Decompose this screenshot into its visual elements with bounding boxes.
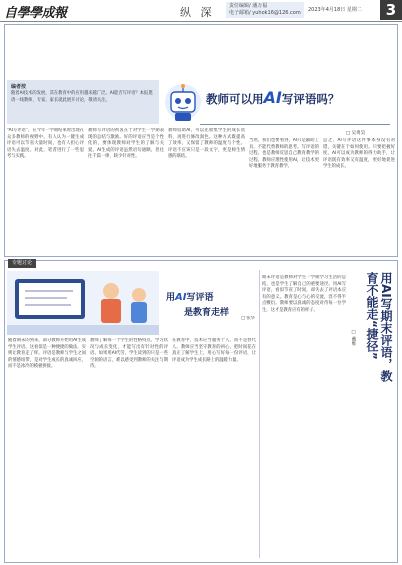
page-number: 3 [380,0,402,20]
article-1-column-5: 总之，AI写评语这件事本身没有对错，关键在于如何使用。只要把握好度，AI可以成为教师的得力助手，让评语既有效率又有温度，更好地促进学生的成长。 [323,138,395,170]
article-2-column-3: 在教育中，技术应当服务于人，而不是替代人。教师应当坚守教育的初心，把时间花在真正了解学生上，用心写好每一份评语，让评语成为学生成长路上的温暖力量。 [172,338,256,363]
headline-ai: AI [175,292,187,303]
page-header [0,0,402,22]
article-1-headline [206,88,339,107]
article-2-byline: □ 张华 [240,316,255,321]
section-tag: 专题讨论 [8,259,36,268]
issue-date: 2023年4月18日 星期二 [308,7,362,13]
article-1-column-2: 教师写评语的初衷在于对学生一学期表现的总结与激励。好的评语应当是个性化的，要体现教师对学生的了解与关爱。AI生成的评语虽然语句通顺，但往往千篇一律，缺少针对性。 [88,128,164,160]
headline-part-2: 写评语吗？ [281,92,340,106]
article-1-column-4: 当然，我们也要看到，AI只是辅助工具，不能代替教师的思考。写评语的过程，也是教师反思自己教育教学的过程。教师应理性使用AI，让技术更好地服务于教育教学。 [249,138,319,170]
opinion-headline: 用AI写期末评语，教育不能走“捷径” [365,272,393,382]
editor-info [226,2,304,18]
article-1-column-1: “AI写评语”，在今年一学期结束时出现在众多教师的视野中。有人认为一键生成评语可以节省大量时间，也有人担心评语失去温度。对此，笔者进行了一些思考与实践。 [7,128,84,160]
editor-note-text: 随着AI技术的发展，其在教育中的应用越来越广泛。AI能否写评语？本报邀请一线教师、专家、家长就此展开讨论，敬请关注。 [11,91,153,103]
editor-email: 电子邮箱/ yuhok16@126.com [229,10,301,16]
headline-ai: AI [263,88,282,107]
opinion-column-top: 期末评语是教师对学生一学期学习生活的总结，也是学生了解自己的重要途径。用AI写评语，看似节省了时间，却失去了评语本应有的意义。教育是心与心的交流，容不得半点敷衍。教师要以真诚的态度对待每一位学生，这才是教育应有的样子。 [262,275,346,313]
robot-illustration [163,82,203,124]
editor-note-label: 编者按 [11,84,27,90]
editor-note-box [7,80,159,124]
article-1-byline: □ 吴勇昊 [346,131,366,136]
column-divider [259,270,260,558]
classroom-illustration [7,271,159,335]
headline-part-1: 教师可以用 [206,92,264,106]
headline-rule [200,124,390,125]
newspaper-logo: 自學學成報 [4,6,67,21]
article-2-column-1: 随着期末的到来，部分教师开始用AI生成学生评语。这看似是一种便捷的做法，实则让教育走了样。评语是教师与学生之间的情感纽带，是对学生成长的真诚回应，而不是冰冷的模板拼接。 [8,338,86,370]
article-1-column-3: 教师借助AI，可以先收集学生的成长资料，再进行修改润色。这种方式既提高了效率，又保留了教师的温度与个性。评语不应该只是一段文字，更是师生情感的联结。 [168,128,245,160]
headline-part-1: 用 [166,293,176,303]
headline-line-2: 是教育走样 [184,308,230,318]
header-rule [0,21,402,22]
opinion-byline: □ 戴维 [351,330,356,346]
section-name: 纵 深 [180,6,215,19]
editor-name: 责任编辑/ 潘万福 [229,3,268,9]
article-2-column-2: 教师了解每一个学生的性格特点、学习状况与成长变化，才能写出有针对性的评语。如果用AI代劳，学生读到的只是一些空洞的语言，难以感受到教师的关注与期待。 [90,338,168,370]
headline-line-1 [166,290,229,306]
headline-part-2: 写评语 [186,293,214,303]
